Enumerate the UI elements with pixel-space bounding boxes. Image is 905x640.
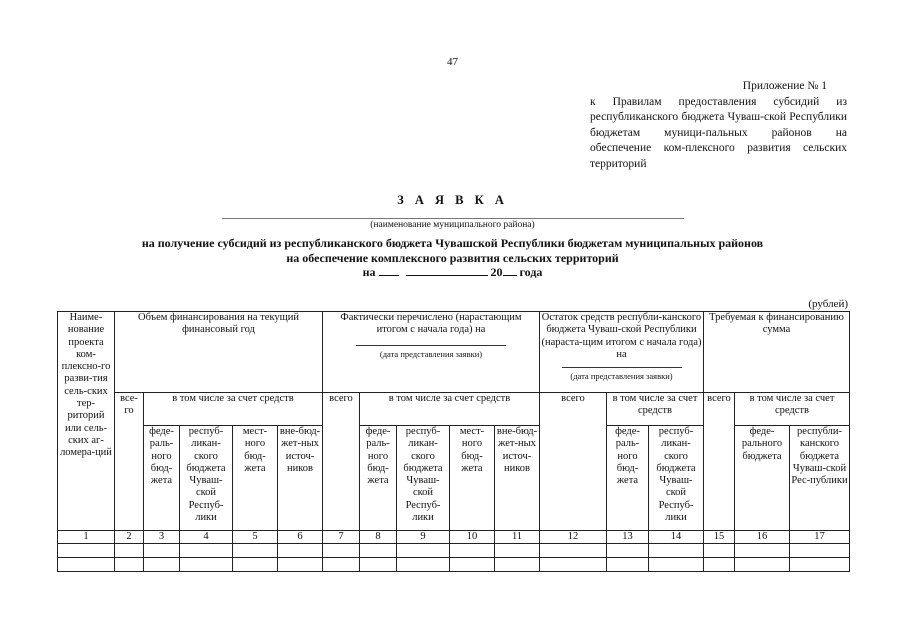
col-number: 11 [495, 531, 540, 544]
col-number: 10 [450, 531, 495, 544]
table-cell[interactable] [397, 544, 450, 558]
table-cell[interactable] [323, 558, 360, 572]
g2-total-header: всего [323, 393, 360, 531]
table-cell[interactable] [360, 558, 397, 572]
appendix-title: Приложение № 1 [742, 80, 827, 92]
g3-federal-header: феде-раль-ного бюд-жета [607, 426, 649, 531]
g2-incl-header: в том числе за счет средств [360, 393, 540, 426]
group-transferred-header [323, 312, 540, 393]
table-cell[interactable] [450, 544, 495, 558]
table-cell[interactable] [450, 558, 495, 572]
group-remaining-header [540, 312, 704, 393]
table-cell[interactable] [397, 558, 450, 572]
table-cell[interactable] [278, 544, 323, 558]
subtitle-line-1: на получение субсидий из республиканского бюджета Чувашской Республики бюджетам муниципальных районов [141, 236, 764, 250]
table-cell[interactable] [735, 558, 790, 572]
g1-offbudget-header: вне-бюд-жет-ных источ-ников [278, 426, 323, 531]
table-row-blank [58, 558, 850, 572]
g1-federal-header: феде-раль-ного бюд-жета [144, 426, 180, 531]
appendix-block [590, 79, 847, 172]
col-number: 8 [360, 531, 397, 544]
col-number: 12 [540, 531, 607, 544]
col-number: 7 [323, 531, 360, 544]
table-cell[interactable] [704, 544, 735, 558]
municipality-caption: (наименование муниципального района) [370, 220, 535, 230]
units-label: (рублей) [808, 298, 848, 310]
col-number: 3 [144, 531, 180, 544]
col-number: 4 [180, 531, 233, 544]
col-number: 6 [278, 531, 323, 544]
group-required-header: Требуемая к финансированию сумма [704, 312, 850, 393]
application-table [57, 311, 850, 572]
table-cell[interactable] [790, 558, 850, 572]
col-number: 17 [790, 531, 850, 544]
date-month-blank [406, 265, 488, 276]
form-heading: З А Я В К А [397, 193, 508, 207]
g3-incl-header: в том числе за счет средств [607, 393, 704, 426]
group-transferred-date-caption: (дата представления заявки) [379, 348, 483, 359]
table-cell[interactable] [58, 544, 115, 558]
g1-republican-header: респуб-ликан-ского бюджета Чуваш-ской Респуб-лики [180, 426, 233, 531]
col-project-name-header: Наиме-нование проекта ком-плексно-го разви-тия сель-ских тер-риторий или сель-ских аг-ломера-ций [58, 312, 115, 531]
table-cell[interactable] [540, 544, 607, 558]
subtitle-line-2: на обеспечение комплексного развития сельских территорий [286, 250, 619, 265]
table-cell[interactable] [233, 544, 278, 558]
table-cell[interactable] [115, 544, 144, 558]
municipality-blank-line [222, 218, 684, 219]
g3-republican-header: респуб-ликан-ского бюджета Чуваш-ской Респуб-лики [649, 426, 704, 531]
table-cell[interactable] [495, 544, 540, 558]
date-line [0, 265, 905, 280]
col-number: 13 [607, 531, 649, 544]
table-cell[interactable] [144, 544, 180, 558]
table-cell[interactable] [540, 558, 607, 572]
g2-local-header: мест-ного бюд-жета [450, 426, 495, 531]
date-year-blank [503, 265, 517, 276]
date-year: 20 [490, 265, 503, 279]
col-number: 5 [233, 531, 278, 544]
group-remaining-date-line [562, 367, 682, 368]
g4-incl-header: в том числе за счет средств [735, 393, 850, 426]
page-number: 47 [447, 56, 458, 68]
table-cell[interactable] [649, 544, 704, 558]
table-cell[interactable] [790, 544, 850, 558]
group-transferred-title: Фактически перечислено (нарастающим итогом с начала года) на [340, 312, 522, 336]
table-cell[interactable] [607, 558, 649, 572]
table-cell[interactable] [649, 558, 704, 572]
g2-federal-header: феде-раль-ного бюд-жета [360, 426, 397, 531]
table-cell[interactable] [233, 558, 278, 572]
table-cell[interactable] [180, 558, 233, 572]
appendix-text: к Правилам предоставления субсидий из республиканского бюджета Чуваш-ской Республики бюджетам муници-пальных районов на обеспечение ком-плексного развития сельских территорий [590, 95, 847, 170]
g4-total-header: всего [704, 393, 735, 531]
group-remaining-title: Остаток средств республи-канского бюджета Чуваш-ской Республики (нараста-щим итогом с начала года) на [541, 312, 702, 360]
col-number: 15 [704, 531, 735, 544]
form-subtitle [0, 236, 905, 280]
table-cell[interactable] [735, 544, 790, 558]
group-remaining-date-caption: (дата представления заявки) [570, 371, 673, 382]
g2-offbudget-header: вне-бюд-жет-ных источ-ников [495, 426, 540, 531]
col-number: 14 [649, 531, 704, 544]
col-number: 16 [735, 531, 790, 544]
table-cell[interactable] [115, 558, 144, 572]
col-number: 9 [397, 531, 450, 544]
group-funding-header: Объем финансирования на текущий финансовый год [115, 312, 323, 393]
table-cell[interactable] [495, 558, 540, 572]
g1-total-header: все-го [115, 393, 144, 531]
col-number: 1 [58, 531, 115, 544]
table-cell[interactable] [144, 558, 180, 572]
date-prefix: на [362, 265, 376, 279]
g1-incl-header: в том числе за счет средств [144, 393, 323, 426]
col-number: 2 [115, 531, 144, 544]
g2-republican-header: респуб-ликан-ского бюджета Чуваш-ской Респуб-лики [397, 426, 450, 531]
date-suffix: года [519, 265, 543, 279]
table-cell[interactable] [704, 558, 735, 572]
table-cell[interactable] [360, 544, 397, 558]
table-cell[interactable] [278, 558, 323, 572]
table-row-blank [58, 544, 850, 558]
table-cell[interactable] [58, 558, 115, 572]
table-cell[interactable] [607, 544, 649, 558]
g4-federal-header: феде-рального бюджета [735, 426, 790, 531]
g3-total-header: всего [540, 393, 607, 531]
group-transferred-date-line [356, 345, 506, 346]
table-cell[interactable] [180, 544, 233, 558]
date-day-blank [379, 265, 399, 276]
table-cell[interactable] [323, 544, 360, 558]
g4-republican-header: республи-канского бюджета Чуваш-ской Рес-публики [790, 426, 850, 531]
g1-local-header: мест-ного бюд-жета [233, 426, 278, 531]
